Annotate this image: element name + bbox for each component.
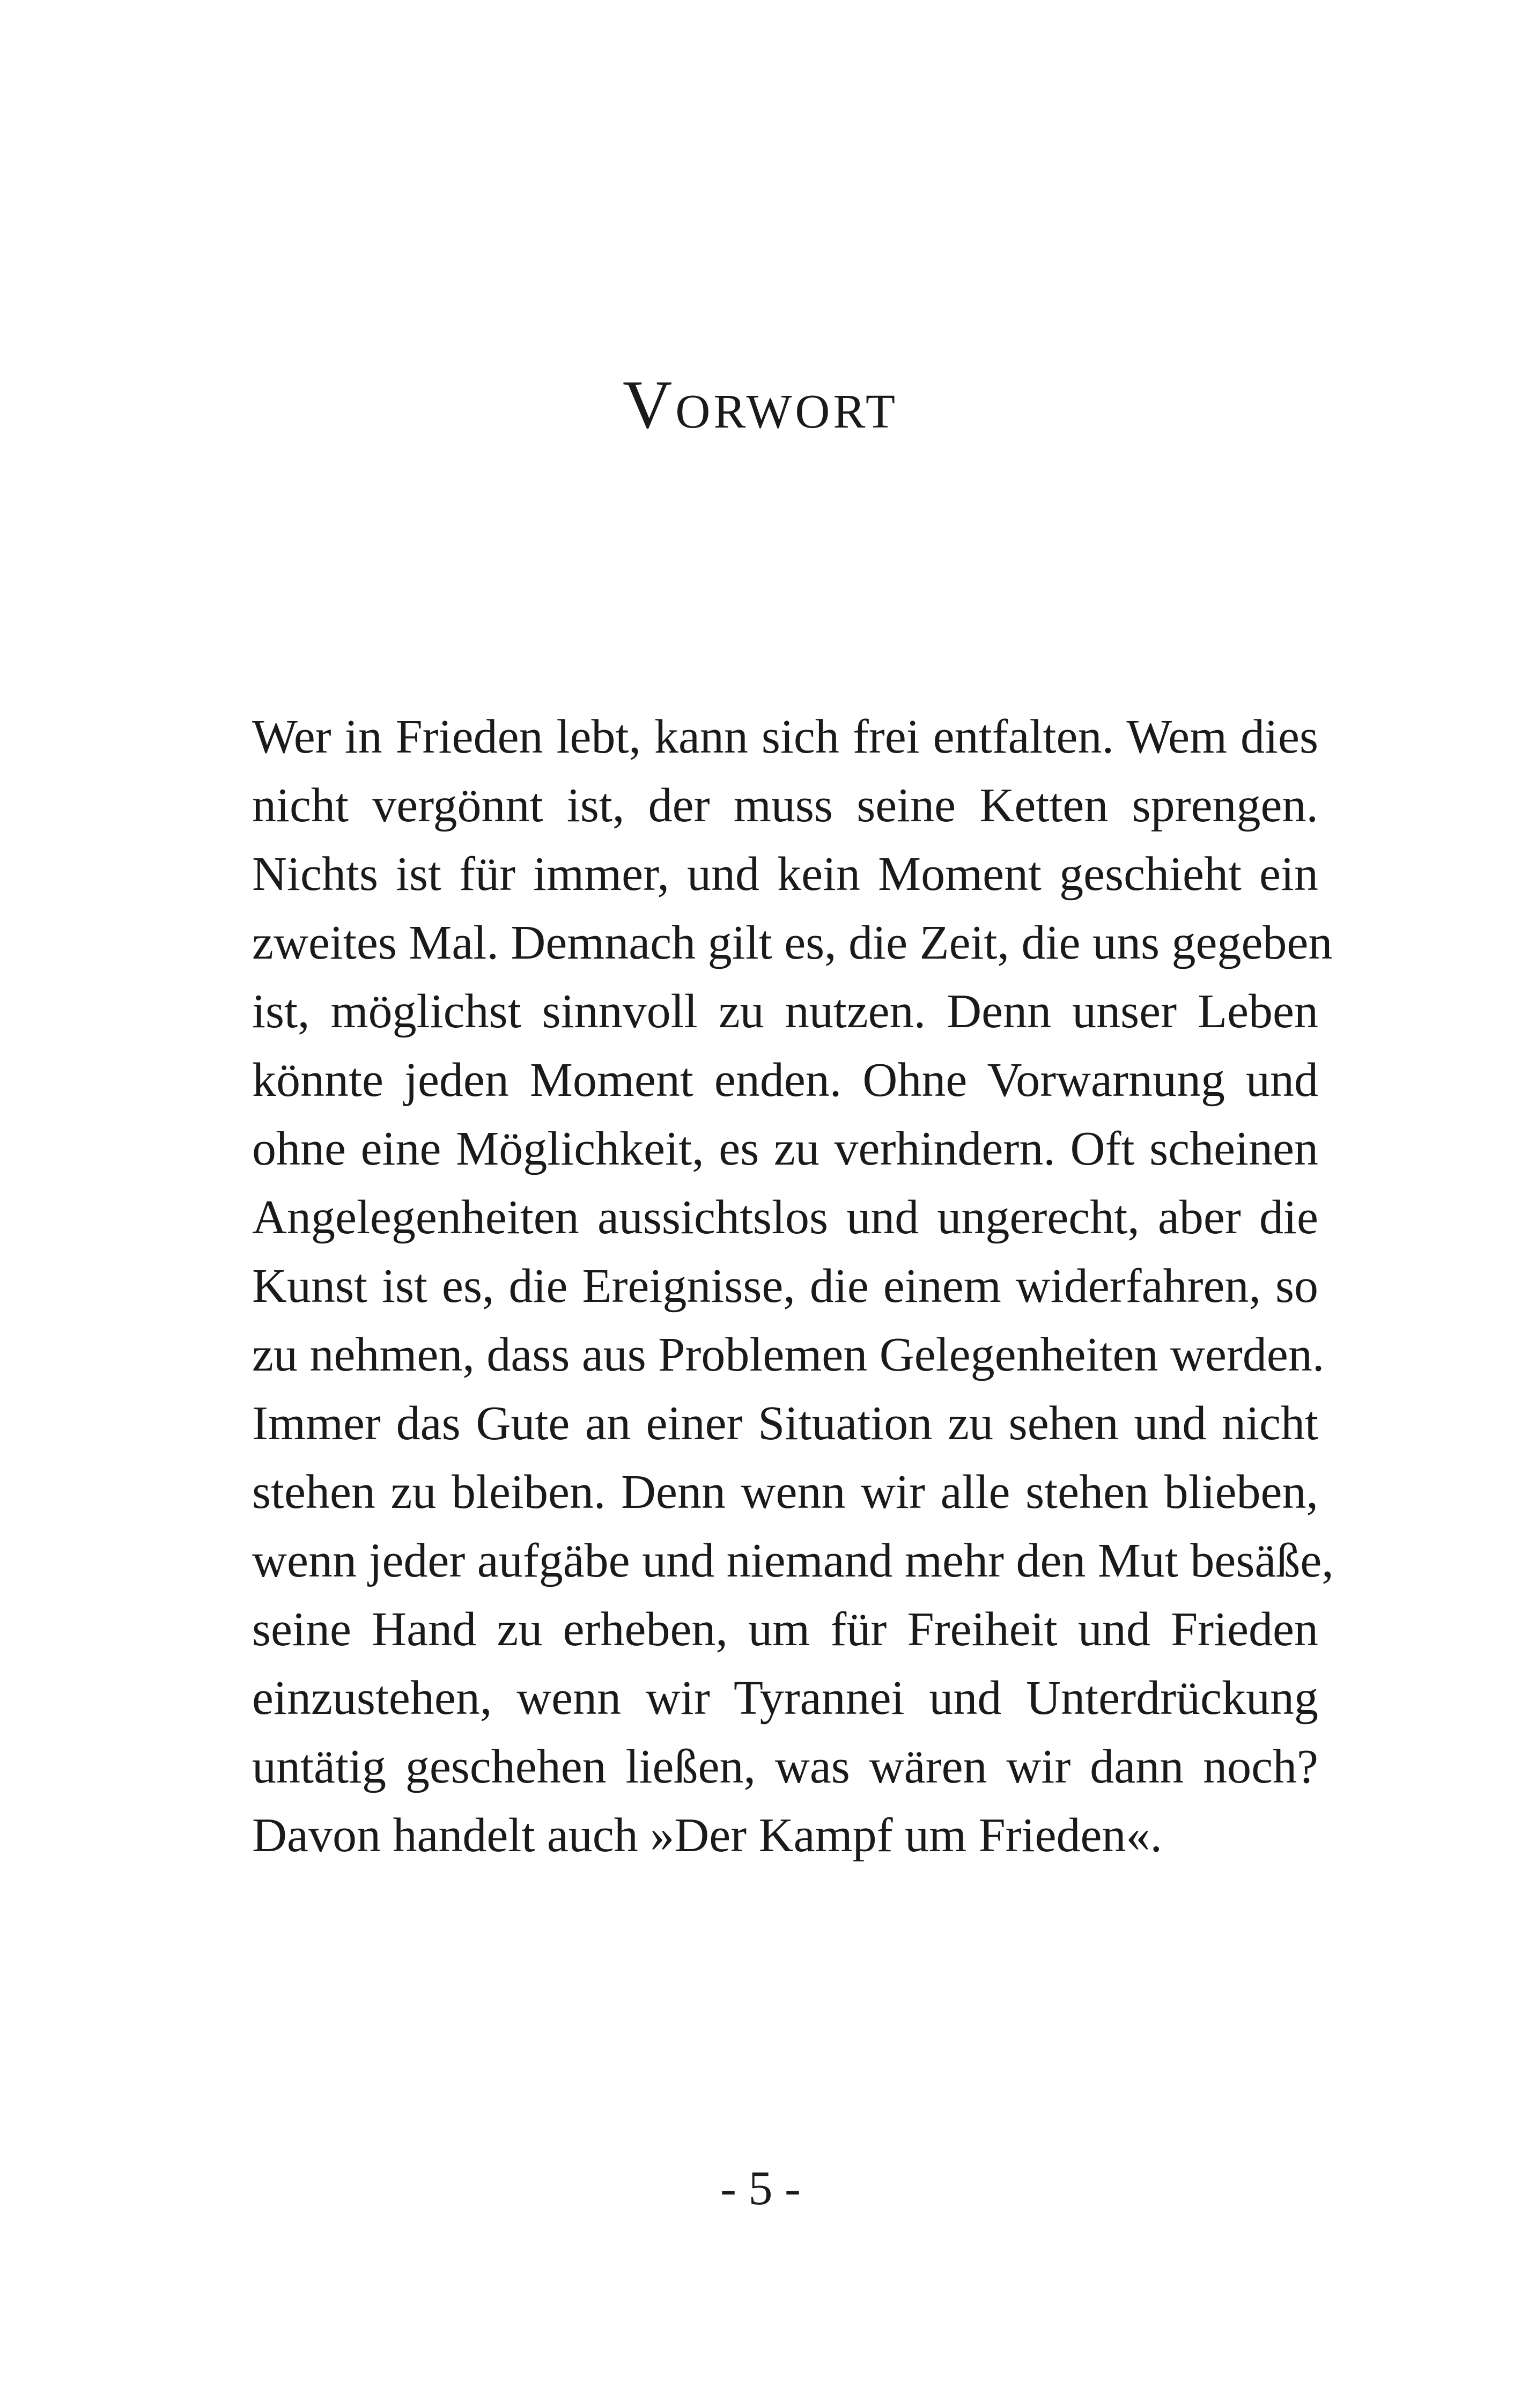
paragraph-line: ist, möglichst sinnvoll zu nutzen. Denn unser Leben bbox=[252, 985, 1318, 1038]
paragraph-line: Davon handelt auch »Der Kampf um Frieden«. bbox=[252, 1809, 1162, 1862]
paragraph-line: Immer das Gute an einer Situation zu sehen und nicht bbox=[252, 1397, 1318, 1450]
paragraph-line: Wer in Frieden lebt, kann sich frei entfalten. Wem dies bbox=[252, 710, 1318, 763]
paragraph-line: zu nehmen, dass aus Problemen Gelegenheiten werden. bbox=[252, 1328, 1325, 1381]
paragraph-line: wenn jeder aufgäbe und niemand mehr den Mut besäße, bbox=[252, 1534, 1334, 1587]
paragraph-line: stehen zu bleiben. Denn wenn wir alle stehen blieben, bbox=[252, 1466, 1318, 1519]
paragraph-line: einzustehen, wenn wir Tyrannei und Unterdrückung bbox=[252, 1671, 1318, 1725]
paragraph-line: zweites Mal. Demnach gilt es, die Zeit, die uns gegeben bbox=[252, 916, 1333, 969]
chapter-title: Vorwort bbox=[622, 366, 899, 443]
paragraph-line: Angelegenheiten aussichtslos und ungerecht, aber die bbox=[252, 1191, 1318, 1244]
body-paragraph bbox=[252, 703, 1334, 1870]
paragraph-line: Kunst ist es, die Ereignisse, die einem widerfahren, so bbox=[252, 1260, 1318, 1313]
paragraph-line: Nichts ist für immer, und kein Moment geschieht ein bbox=[252, 848, 1318, 901]
paragraph-line: nicht vergönnt ist, der muss seine Ketten sprengen. bbox=[252, 779, 1318, 832]
page-number: - 5 - bbox=[720, 2162, 801, 2215]
paragraph-line: ohne eine Möglichkeit, es zu verhindern. Oft scheinen bbox=[252, 1122, 1318, 1175]
paragraph-line: seine Hand zu erheben, um für Freiheit und Frieden bbox=[252, 1603, 1318, 1656]
paragraph-line: untätig geschehen ließen, was wären wir dann noch? bbox=[252, 1740, 1318, 1793]
paragraph-line: könnte jeden Moment enden. Ohne Vorwarnung und bbox=[252, 1054, 1318, 1107]
